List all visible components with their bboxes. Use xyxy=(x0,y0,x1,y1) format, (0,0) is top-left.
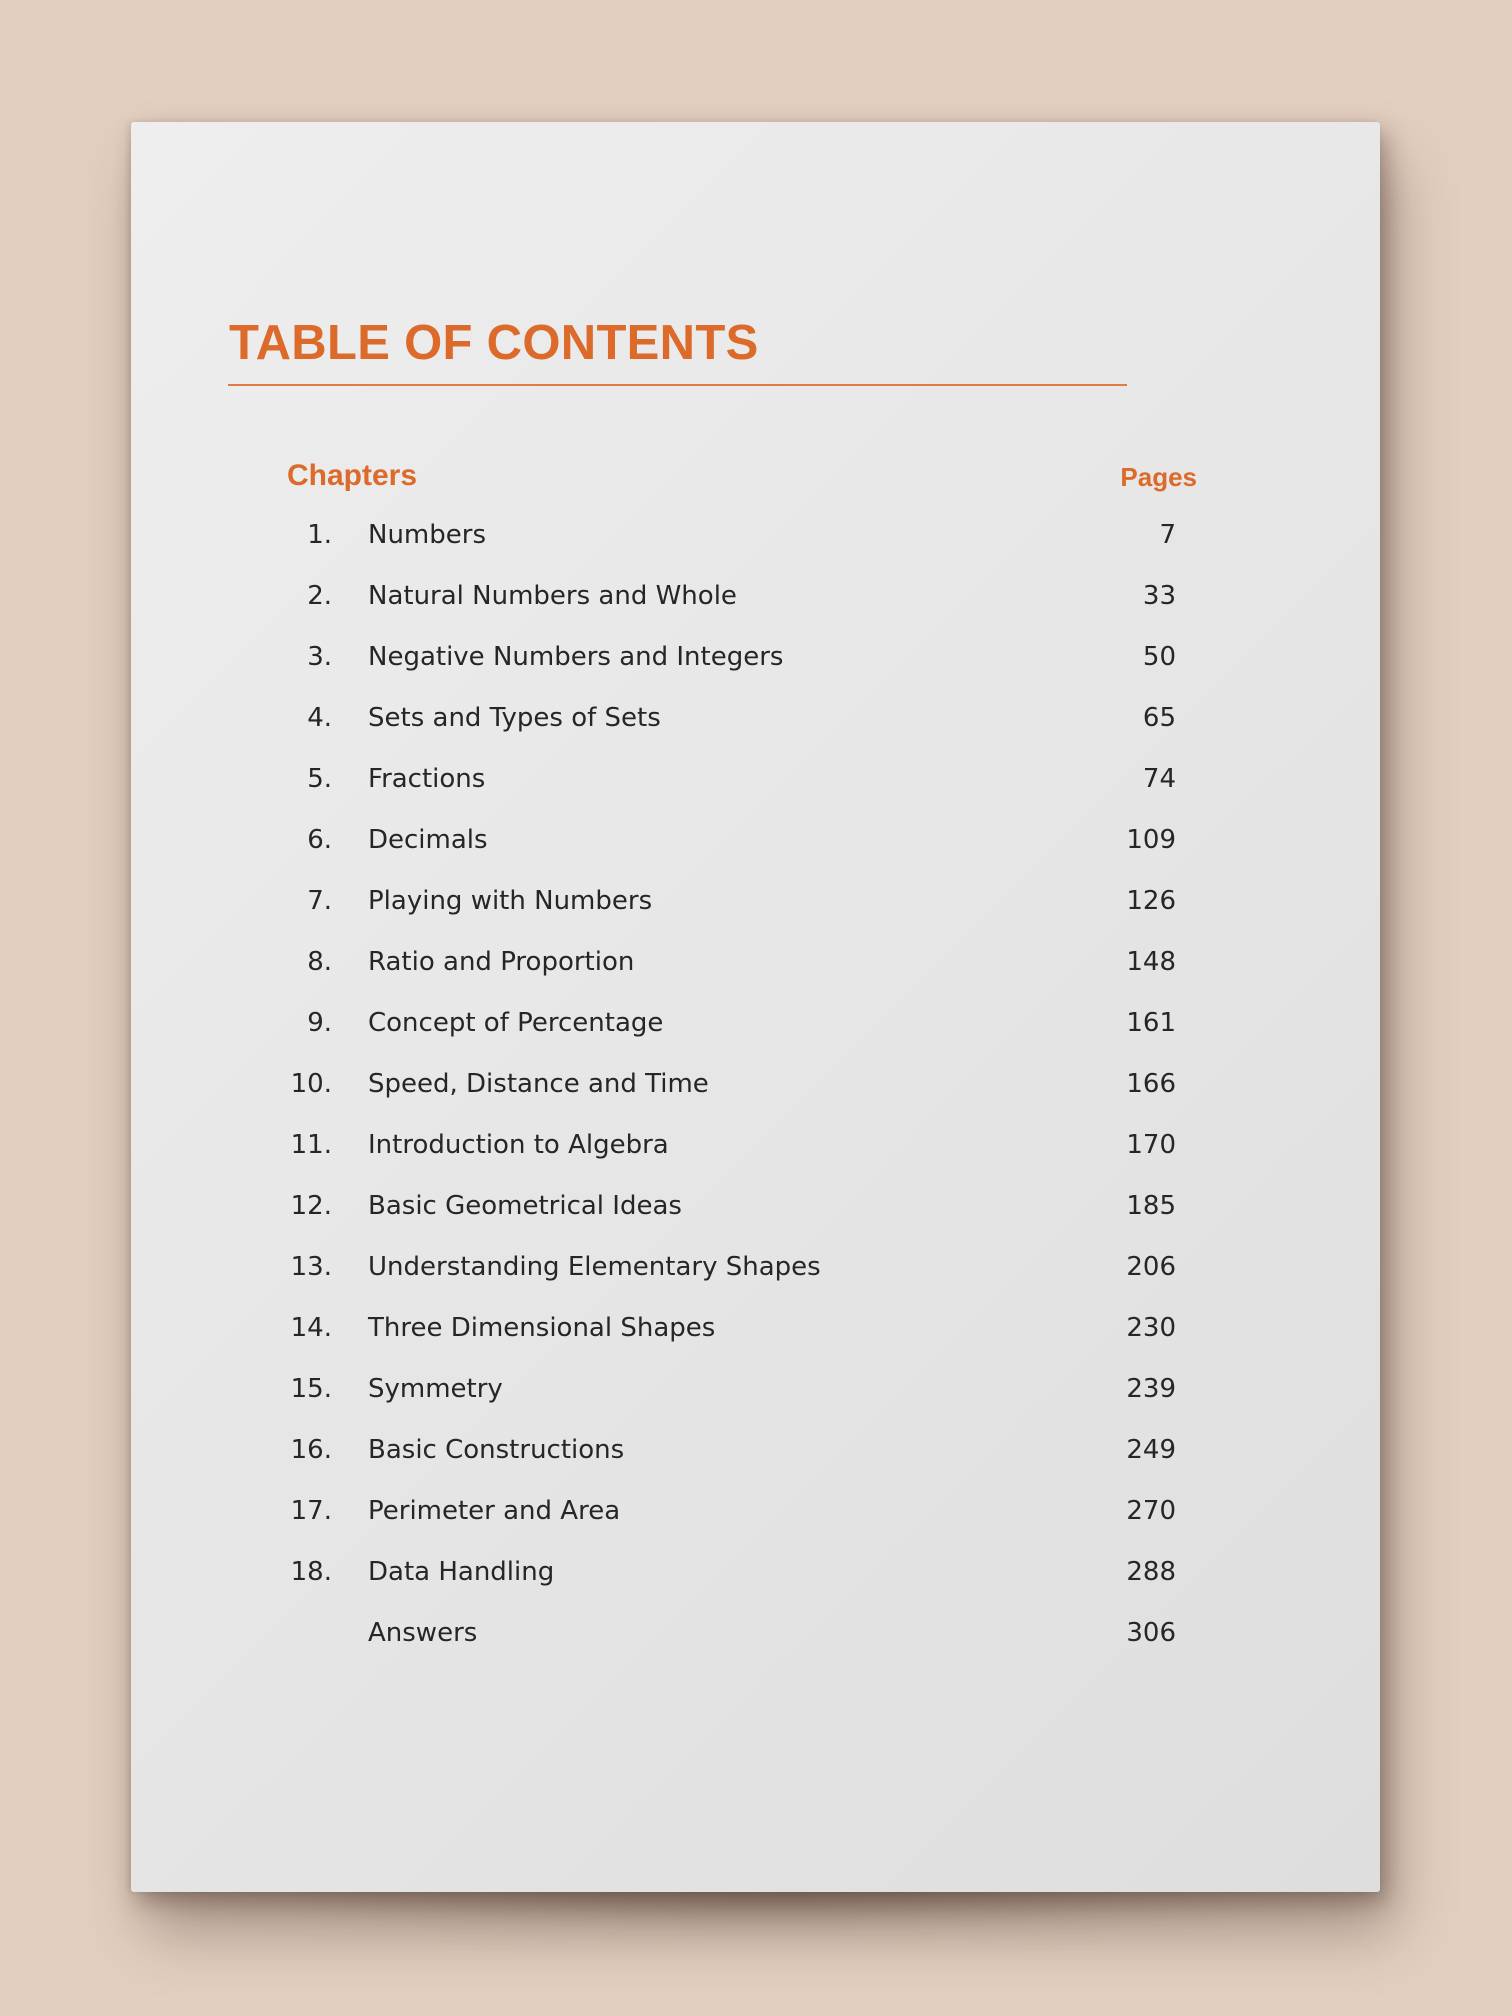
toc-entry-number: 11. xyxy=(290,1130,332,1160)
toc-entry-number: 9. xyxy=(307,1008,332,1038)
toc-entry-number: 8. xyxy=(307,947,332,977)
toc-entry-title: Ratio and Proportion xyxy=(368,947,635,977)
toc-entry xyxy=(131,507,1380,568)
toc-entry-title: Perimeter and Area xyxy=(368,1496,621,1526)
toc-entry-title: Natural Numbers and Whole xyxy=(368,581,737,611)
toc-entry-title: Basic Geometrical Ideas xyxy=(368,1191,682,1221)
toc-entry-page: 170 xyxy=(1126,1130,1176,1160)
toc-entry-title: Fractions xyxy=(368,764,486,794)
toc-entry-number: 7. xyxy=(307,886,332,916)
toc-entry-number: 5. xyxy=(307,764,332,794)
toc-entry-page: 50 xyxy=(1142,642,1176,672)
toc-entry xyxy=(131,1300,1380,1361)
toc-entry-title: Speed, Distance and Time xyxy=(368,1069,709,1099)
toc-entry-number: 4. xyxy=(307,703,332,733)
toc-entry xyxy=(131,1422,1380,1483)
toc-entry-page: 126 xyxy=(1126,886,1176,916)
toc-entry-page: 230 xyxy=(1126,1313,1176,1343)
toc-entry xyxy=(131,1178,1380,1239)
toc-entry-page: 239 xyxy=(1126,1374,1176,1404)
title-underline xyxy=(228,384,1127,386)
toc-entry-page: 306 xyxy=(1126,1618,1176,1648)
toc-entry-number: 14. xyxy=(290,1313,332,1343)
toc-entry-page: 7 xyxy=(1159,520,1176,550)
toc-entry-title: Sets and Types of Sets xyxy=(368,703,661,733)
toc-entry-number: 3. xyxy=(307,642,332,672)
toc-entry xyxy=(131,873,1380,934)
toc-entry-page: 74 xyxy=(1142,764,1176,794)
toc-entry-number: 13. xyxy=(290,1252,332,1282)
toc-entry xyxy=(131,812,1380,873)
toc-entry-title: Three Dimensional Shapes xyxy=(368,1313,716,1343)
toc-entry-page: 185 xyxy=(1126,1191,1176,1221)
toc-entry-page: 166 xyxy=(1126,1069,1176,1099)
toc-entry xyxy=(131,1483,1380,1544)
toc-entry-number: 15. xyxy=(290,1374,332,1404)
toc-entry-number: 2. xyxy=(307,581,332,611)
toc-entry-page: 148 xyxy=(1126,947,1176,977)
toc-entry xyxy=(131,751,1380,812)
toc-entry xyxy=(131,1544,1380,1605)
toc-entry-page: 270 xyxy=(1126,1496,1176,1526)
page-title: TABLE OF CONTENTS xyxy=(229,316,759,370)
toc-entry-number: 17. xyxy=(290,1496,332,1526)
toc-entry-number: 18. xyxy=(290,1557,332,1587)
toc-entry-title: Numbers xyxy=(368,520,486,550)
toc-entry-number: 1. xyxy=(307,520,332,550)
toc-entry xyxy=(131,934,1380,995)
toc-entry-number: 10. xyxy=(290,1069,332,1099)
toc-entry xyxy=(131,995,1380,1056)
document-page xyxy=(131,122,1380,1892)
pages-header: Pages xyxy=(1120,462,1197,492)
toc-entry xyxy=(131,1117,1380,1178)
toc-entry xyxy=(131,568,1380,629)
toc-entry-title: Decimals xyxy=(368,825,488,855)
toc-entry-page: 161 xyxy=(1126,1008,1176,1038)
toc-entry-page: 65 xyxy=(1142,703,1176,733)
toc-entry-title: Data Handling xyxy=(368,1557,555,1587)
toc-entry-page: 249 xyxy=(1126,1435,1176,1465)
toc-entry-title: Introduction to Algebra xyxy=(368,1130,669,1160)
toc-entry-title: Basic Constructions xyxy=(368,1435,625,1465)
toc-entry-number: 12. xyxy=(290,1191,332,1221)
toc-entry-title: Understanding Elementary Shapes xyxy=(368,1252,821,1282)
toc-entry-page: 206 xyxy=(1126,1252,1176,1282)
toc-entry xyxy=(131,1361,1380,1422)
toc-entry xyxy=(131,629,1380,690)
toc-entry-title: Symmetry xyxy=(368,1374,503,1404)
toc-entry xyxy=(131,690,1380,751)
toc-entry-number: 16. xyxy=(290,1435,332,1465)
chapters-header: Chapters xyxy=(287,459,418,492)
toc-entry xyxy=(131,1605,1380,1666)
toc-entry-number: 6. xyxy=(307,825,332,855)
toc-entry-title: Playing with Numbers xyxy=(368,886,653,916)
toc-entry-title: Negative Numbers and Integers xyxy=(368,642,784,672)
toc-entry-page: 288 xyxy=(1126,1557,1176,1587)
toc-entry-page: 109 xyxy=(1126,825,1176,855)
toc-entry-title: Answers xyxy=(368,1618,478,1648)
toc-entry-title: Concept of Percentage xyxy=(368,1008,664,1038)
toc-entry xyxy=(131,1239,1380,1300)
toc-entry xyxy=(131,1056,1380,1117)
toc-entry-page: 33 xyxy=(1142,581,1176,611)
